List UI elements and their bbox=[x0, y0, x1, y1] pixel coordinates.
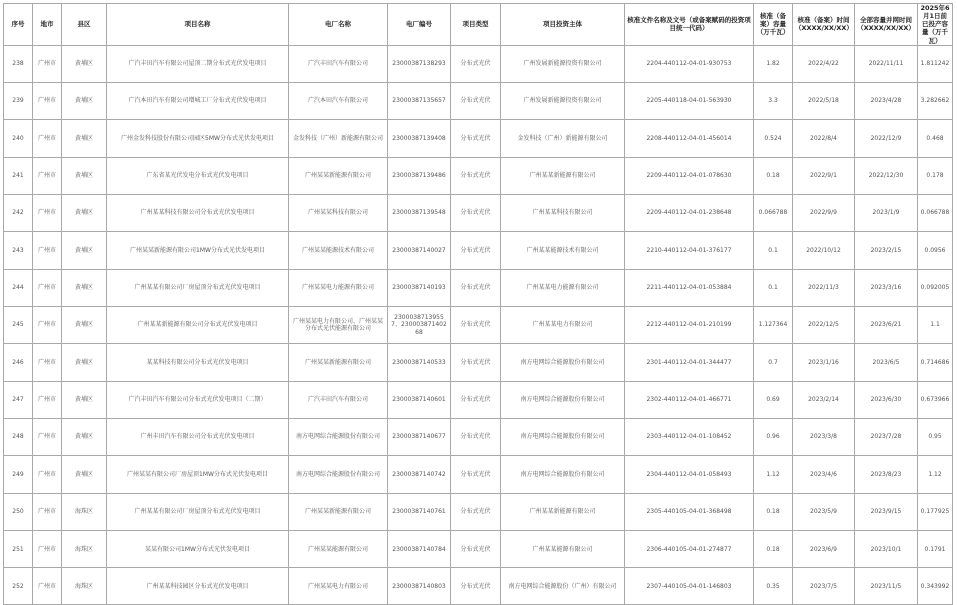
cell-city: 广州市 bbox=[33, 120, 62, 157]
cell-approval-code: 2302-440112-04-01-466771 bbox=[625, 381, 754, 418]
cell-project-type: 分布式光伏 bbox=[451, 344, 501, 381]
cell-seq: 250 bbox=[4, 493, 33, 530]
cell-grid-date: 2023/2/15 bbox=[855, 232, 918, 269]
cell-approval-code: 2306-440105-04-01-274877 bbox=[625, 531, 754, 568]
cell-installed-capacity: 0.1791 bbox=[918, 531, 953, 568]
cell-approval-code: 2307-440105-04-01-146803 bbox=[625, 568, 754, 605]
cell-investor: 南方电网综合能源股份有限公司 bbox=[501, 456, 625, 493]
cell-grid-date: 2023/11/5 bbox=[855, 568, 918, 605]
cell-plant-code: 23000387139557、23000387140268 bbox=[388, 307, 451, 344]
cell-city: 广州市 bbox=[33, 157, 62, 194]
cell-capacity: 0.524 bbox=[754, 120, 793, 157]
cell-capacity: 0.96 bbox=[754, 419, 793, 456]
cell-district: 黄埔区 bbox=[62, 419, 107, 456]
table-row bbox=[4, 419, 953, 456]
cell-seq: 245 bbox=[4, 307, 33, 344]
cell-city: 广州市 bbox=[33, 456, 62, 493]
cell-plant-code: 23000387138293 bbox=[388, 45, 451, 82]
cell-investor: 广州某某电力能源有限公司 bbox=[501, 269, 625, 306]
cell-installed-capacity: 0.066788 bbox=[918, 195, 953, 232]
cell-installed-capacity: 1.811242 bbox=[918, 45, 953, 82]
column-header-plant-code: 电厂编号 bbox=[388, 4, 451, 46]
cell-investor: 广州某某电力有限公司 bbox=[501, 307, 625, 344]
cell-installed-capacity: 0.343992 bbox=[918, 568, 953, 605]
cell-project-name: 广州某某有限公司厂房屋顶1MW分布式光伏发电项目 bbox=[107, 456, 289, 493]
cell-investor: 广州某某新能源有限公司 bbox=[501, 493, 625, 530]
cell-project-name: 广汽本田汽车有限公司增城工厂分布式光伏发电项目 bbox=[107, 82, 289, 119]
cell-approval-code: 2212-440112-04-01-210199 bbox=[625, 307, 754, 344]
cell-project-type: 分布式光伏 bbox=[451, 120, 501, 157]
cell-capacity: 0.1 bbox=[754, 269, 793, 306]
cell-grid-date: 2023/7/28 bbox=[855, 419, 918, 456]
cell-approval-date: 2022/4/22 bbox=[793, 45, 855, 82]
cell-approval-date: 2022/9/1 bbox=[793, 157, 855, 194]
cell-city: 广州市 bbox=[33, 82, 62, 119]
cell-plant-code: 23000387140677 bbox=[388, 419, 451, 456]
cell-approval-code: 2205-440118-04-01-563930 bbox=[625, 82, 754, 119]
cell-seq: 241 bbox=[4, 157, 33, 194]
cell-installed-capacity: 0.95 bbox=[918, 419, 953, 456]
table-header bbox=[4, 4, 953, 46]
cell-capacity: 1.12 bbox=[754, 456, 793, 493]
cell-seq: 240 bbox=[4, 120, 33, 157]
cell-district: 黄埔区 bbox=[62, 381, 107, 418]
cell-project-type: 分布式光伏 bbox=[451, 82, 501, 119]
cell-plant-name: 广州某某新能源有限公司 bbox=[289, 344, 388, 381]
cell-plant-name: 广州某某电力有限公司 bbox=[289, 568, 388, 605]
table-row bbox=[4, 157, 953, 194]
cell-investor: 广州发展新能源投资有限公司 bbox=[501, 45, 625, 82]
cell-project-type: 分布式光伏 bbox=[451, 269, 501, 306]
column-header-investor: 项目投资主体 bbox=[501, 4, 625, 46]
cell-city: 广州市 bbox=[33, 344, 62, 381]
cell-plant-code: 23000387139548 bbox=[388, 195, 451, 232]
header-row bbox=[4, 4, 953, 46]
cell-district: 黄埔区 bbox=[62, 344, 107, 381]
cell-approval-date: 2023/3/8 bbox=[793, 419, 855, 456]
column-header-city: 地市 bbox=[33, 4, 62, 46]
column-header-approval-code: 核准文件名称及文号（或备案赋码的投资项目统一代码） bbox=[625, 4, 754, 46]
table-row bbox=[4, 456, 953, 493]
cell-approval-date: 2023/1/16 bbox=[793, 344, 855, 381]
cell-grid-date: 2022/11/11 bbox=[855, 45, 918, 82]
cell-city: 广州市 bbox=[33, 381, 62, 418]
cell-plant-code: 23000387139408 bbox=[388, 120, 451, 157]
cell-grid-date: 2023/9/15 bbox=[855, 493, 918, 530]
cell-project-type: 分布式光伏 bbox=[451, 232, 501, 269]
cell-seq: 247 bbox=[4, 381, 33, 418]
column-header-project-type: 项目类型 bbox=[451, 4, 501, 46]
cell-approval-code: 2305-440105-04-01-368498 bbox=[625, 493, 754, 530]
cell-investor: 南方电网综合能源股份有限公司 bbox=[501, 419, 625, 456]
column-header-approval-date: 核准（备案）时间（XXXX/XX/XX） bbox=[793, 4, 855, 46]
cell-approval-date: 2022/8/4 bbox=[793, 120, 855, 157]
cell-investor: 广州发展新能源投资有限公司 bbox=[501, 82, 625, 119]
cell-approval-code: 2209-440112-04-01-078630 bbox=[625, 157, 754, 194]
cell-plant-code: 23000387140533 bbox=[388, 344, 451, 381]
table-row bbox=[4, 381, 953, 418]
cell-seq: 252 bbox=[4, 568, 33, 605]
cell-project-type: 分布式光伏 bbox=[451, 157, 501, 194]
column-header-grid-date: 全部容量并网时间（XXXX/XX/XX） bbox=[855, 4, 918, 46]
cell-installed-capacity: 0.092005 bbox=[918, 269, 953, 306]
cell-plant-code: 23000387140601 bbox=[388, 381, 451, 418]
table-row bbox=[4, 568, 953, 605]
cell-project-name: 广州某某有限公司厂房屋顶分布式光伏发电项目 bbox=[107, 269, 289, 306]
cell-seq: 239 bbox=[4, 82, 33, 119]
cell-approval-code: 2208-440112-04-01-456014 bbox=[625, 120, 754, 157]
cell-approval-code: 2210-440112-04-01-376177 bbox=[625, 232, 754, 269]
cell-installed-capacity: 1.12 bbox=[918, 456, 953, 493]
cell-plant-name: 金发科技（广州）新能源有限公司 bbox=[289, 120, 388, 157]
cell-project-name: 某某有限公司1MW分布式光伏发电项目 bbox=[107, 531, 289, 568]
cell-district: 黄埔区 bbox=[62, 456, 107, 493]
cell-seq: 246 bbox=[4, 344, 33, 381]
table-row bbox=[4, 232, 953, 269]
cell-approval-code: 2209-440112-04-01-238648 bbox=[625, 195, 754, 232]
cell-capacity: 1.82 bbox=[754, 45, 793, 82]
cell-approval-date: 2023/6/9 bbox=[793, 531, 855, 568]
cell-project-name: 某某科技有限公司分布式光伏发电项目 bbox=[107, 344, 289, 381]
cell-grid-date: 2023/1/9 bbox=[855, 195, 918, 232]
cell-grid-date: 2023/4/28 bbox=[855, 82, 918, 119]
cell-city: 广州市 bbox=[33, 232, 62, 269]
cell-city: 广州市 bbox=[33, 45, 62, 82]
cell-seq: 243 bbox=[4, 232, 33, 269]
cell-plant-code: 23000387140761 bbox=[388, 493, 451, 530]
cell-plant-name: 广州某某科技有限公司 bbox=[289, 195, 388, 232]
cell-approval-code: 2211-440112-04-01-053884 bbox=[625, 269, 754, 306]
cell-plant-code: 23000387140784 bbox=[388, 531, 451, 568]
cell-district: 黄埔区 bbox=[62, 232, 107, 269]
table-row bbox=[4, 45, 953, 82]
cell-city: 广州市 bbox=[33, 307, 62, 344]
cell-capacity: 1.127364 bbox=[754, 307, 793, 344]
cell-capacity: 0.1 bbox=[754, 232, 793, 269]
cell-installed-capacity: 1.1 bbox=[918, 307, 953, 344]
cell-city: 广州市 bbox=[33, 568, 62, 605]
cell-city: 广州市 bbox=[33, 493, 62, 530]
cell-grid-date: 2023/10/1 bbox=[855, 531, 918, 568]
cell-project-type: 分布式光伏 bbox=[451, 381, 501, 418]
cell-plant-code: 23000387140742 bbox=[388, 456, 451, 493]
cell-seq: 248 bbox=[4, 419, 33, 456]
cell-seq: 251 bbox=[4, 531, 33, 568]
cell-project-name: 广州丰田汽车有限公司分布式光伏发电项目 bbox=[107, 419, 289, 456]
cell-approval-code: 2304-440112-04-01-058493 bbox=[625, 456, 754, 493]
cell-district: 黄埔区 bbox=[62, 120, 107, 157]
table-row bbox=[4, 307, 953, 344]
cell-district: 黄埔区 bbox=[62, 82, 107, 119]
cell-project-name: 广州某某有限公司厂房屋顶分布式光伏发电项目 bbox=[107, 493, 289, 530]
cell-project-name: 广汽丰田汽车有限公司屋顶二期分布式光伏发电项目 bbox=[107, 45, 289, 82]
cell-plant-code: 23000387140193 bbox=[388, 269, 451, 306]
cell-district: 海珠区 bbox=[62, 493, 107, 530]
cell-seq: 249 bbox=[4, 456, 33, 493]
table-row bbox=[4, 82, 953, 119]
cell-grid-date: 2023/3/16 bbox=[855, 269, 918, 306]
cell-installed-capacity: 0.0956 bbox=[918, 232, 953, 269]
cell-project-name: 广州某某新能源有限公司分布式光伏发电项目 bbox=[107, 307, 289, 344]
cell-project-type: 分布式光伏 bbox=[451, 456, 501, 493]
cell-district: 黄埔区 bbox=[62, 157, 107, 194]
cell-plant-name: 广州某某能源有限公司 bbox=[289, 531, 388, 568]
table-row bbox=[4, 493, 953, 530]
cell-investor: 南方电网综合能源股份有限公司 bbox=[501, 344, 625, 381]
cell-plant-name: 广州某某电力能源有限公司 bbox=[289, 269, 388, 306]
cell-plant-name: 广汽丰田汽车有限公司 bbox=[289, 381, 388, 418]
cell-city: 广州市 bbox=[33, 419, 62, 456]
cell-plant-name: 广州某某新能源有限公司 bbox=[289, 157, 388, 194]
cell-project-name: 广州某某科技园区分布式光伏发电项目 bbox=[107, 568, 289, 605]
cell-grid-date: 2023/6/5 bbox=[855, 344, 918, 381]
cell-project-type: 分布式光伏 bbox=[451, 307, 501, 344]
column-header-capacity: 核准（备案）容量（万千瓦） bbox=[754, 4, 793, 46]
cell-project-type: 分布式光伏 bbox=[451, 419, 501, 456]
cell-approval-date: 2022/10/12 bbox=[793, 232, 855, 269]
cell-city: 广州市 bbox=[33, 269, 62, 306]
cell-plant-name: 广州某某新能源有限公司 bbox=[289, 493, 388, 530]
cell-installed-capacity: 0.178 bbox=[918, 157, 953, 194]
cell-plant-code: 23000387139486 bbox=[388, 157, 451, 194]
cell-approval-date: 2022/9/9 bbox=[793, 195, 855, 232]
cell-approval-date: 2023/2/14 bbox=[793, 381, 855, 418]
cell-capacity: 0.18 bbox=[754, 493, 793, 530]
cell-plant-code: 23000387140803 bbox=[388, 568, 451, 605]
cell-approval-code: 2303-440112-04-01-108452 bbox=[625, 419, 754, 456]
cell-grid-date: 2023/6/30 bbox=[855, 381, 918, 418]
cell-district: 黄埔区 bbox=[62, 269, 107, 306]
cell-project-type: 分布式光伏 bbox=[451, 195, 501, 232]
cell-approval-code: 2301-440112-04-01-344477 bbox=[625, 344, 754, 381]
table-row bbox=[4, 120, 953, 157]
cell-capacity: 0.18 bbox=[754, 531, 793, 568]
cell-seq: 244 bbox=[4, 269, 33, 306]
cell-seq: 242 bbox=[4, 195, 33, 232]
table-body bbox=[4, 45, 953, 605]
cell-grid-date: 2022/12/9 bbox=[855, 120, 918, 157]
cell-grid-date: 2022/12/30 bbox=[855, 157, 918, 194]
cell-plant-name: 广州某某能源技术有限公司 bbox=[289, 232, 388, 269]
cell-investor: 南方电网综合能源股份（广州）有限公司 bbox=[501, 568, 625, 605]
table-row bbox=[4, 269, 953, 306]
cell-project-name: 广州某某新能源有限公司1MW分布式光伏发电项目 bbox=[107, 232, 289, 269]
cell-capacity: 0.066788 bbox=[754, 195, 793, 232]
cell-grid-date: 2023/8/23 bbox=[855, 456, 918, 493]
cell-project-name: 广汽丰田汽车有限公司分布式光伏发电项目（二期） bbox=[107, 381, 289, 418]
cell-approval-date: 2022/11/3 bbox=[793, 269, 855, 306]
cell-approval-date: 2022/12/5 bbox=[793, 307, 855, 344]
cell-investor: 广州某某能源技术有限公司 bbox=[501, 232, 625, 269]
column-header-plant-name: 电厂名称 bbox=[289, 4, 388, 46]
cell-installed-capacity: 3.282662 bbox=[918, 82, 953, 119]
project-table-container bbox=[3, 3, 953, 605]
cell-plant-name: 南方电网综合能源股份有限公司 bbox=[289, 456, 388, 493]
cell-plant-name: 广州某某电力有限公司、广州某某分布式光伏能源有限公司 bbox=[289, 307, 388, 344]
cell-district: 海珠区 bbox=[62, 531, 107, 568]
cell-city: 广州市 bbox=[33, 195, 62, 232]
cell-plant-code: 23000387135657 bbox=[388, 82, 451, 119]
cell-installed-capacity: 0.673966 bbox=[918, 381, 953, 418]
cell-project-type: 分布式光伏 bbox=[451, 493, 501, 530]
table-row bbox=[4, 195, 953, 232]
cell-investor: 金发科技（广州）新能源有限公司 bbox=[501, 120, 625, 157]
cell-capacity: 0.18 bbox=[754, 157, 793, 194]
cell-installed-capacity: 0.177925 bbox=[918, 493, 953, 530]
cell-plant-name: 广汽本田汽车有限公司 bbox=[289, 82, 388, 119]
cell-approval-date: 2023/5/9 bbox=[793, 493, 855, 530]
cell-project-type: 分布式光伏 bbox=[451, 531, 501, 568]
cell-district: 黄埔区 bbox=[62, 45, 107, 82]
cell-project-type: 分布式光伏 bbox=[451, 45, 501, 82]
cell-installed-capacity: 0.468 bbox=[918, 120, 953, 157]
cell-approval-date: 2022/5/18 bbox=[793, 82, 855, 119]
cell-capacity: 0.35 bbox=[754, 568, 793, 605]
column-header-seq: 序号 bbox=[4, 4, 33, 46]
project-table bbox=[3, 3, 953, 605]
cell-capacity: 3.3 bbox=[754, 82, 793, 119]
cell-district: 黄埔区 bbox=[62, 307, 107, 344]
cell-approval-date: 2023/4/6 bbox=[793, 456, 855, 493]
table-row bbox=[4, 344, 953, 381]
cell-project-type: 分布式光伏 bbox=[451, 568, 501, 605]
cell-investor: 广州某某科技有限公司 bbox=[501, 195, 625, 232]
cell-project-name: 广州金发科技股份有限公司园区5MW分布式光伏发电项目 bbox=[107, 120, 289, 157]
cell-grid-date: 2023/6/21 bbox=[855, 307, 918, 344]
column-header-installed-capacity: 2025年6月1日前已投产容量（万千瓦） bbox=[918, 4, 953, 46]
cell-district: 海珠区 bbox=[62, 568, 107, 605]
column-header-district: 县区 bbox=[62, 4, 107, 46]
cell-investor: 广州某某能源有限公司 bbox=[501, 531, 625, 568]
cell-installed-capacity: 0.714686 bbox=[918, 344, 953, 381]
cell-capacity: 0.7 bbox=[754, 344, 793, 381]
column-header-project-name: 项目名称 bbox=[107, 4, 289, 46]
cell-district: 黄埔区 bbox=[62, 195, 107, 232]
cell-capacity: 0.69 bbox=[754, 381, 793, 418]
cell-approval-date: 2023/7/5 bbox=[793, 568, 855, 605]
cell-project-name: 广东省某光伏发电分布式光伏发电项目 bbox=[107, 157, 289, 194]
cell-plant-name: 广汽丰田汽车有限公司 bbox=[289, 45, 388, 82]
table-row bbox=[4, 531, 953, 568]
cell-plant-code: 23000387140027 bbox=[388, 232, 451, 269]
cell-city: 广州市 bbox=[33, 531, 62, 568]
cell-approval-code: 2204-440112-04-01-930753 bbox=[625, 45, 754, 82]
cell-investor: 广州某某新能源有限公司 bbox=[501, 157, 625, 194]
cell-plant-name: 南方电网综合能源股份有限公司 bbox=[289, 419, 388, 456]
cell-investor: 南方电网综合能源股份有限公司 bbox=[501, 381, 625, 418]
cell-project-name: 广州某某科技有限公司分布式光伏发电项目 bbox=[107, 195, 289, 232]
cell-seq: 238 bbox=[4, 45, 33, 82]
